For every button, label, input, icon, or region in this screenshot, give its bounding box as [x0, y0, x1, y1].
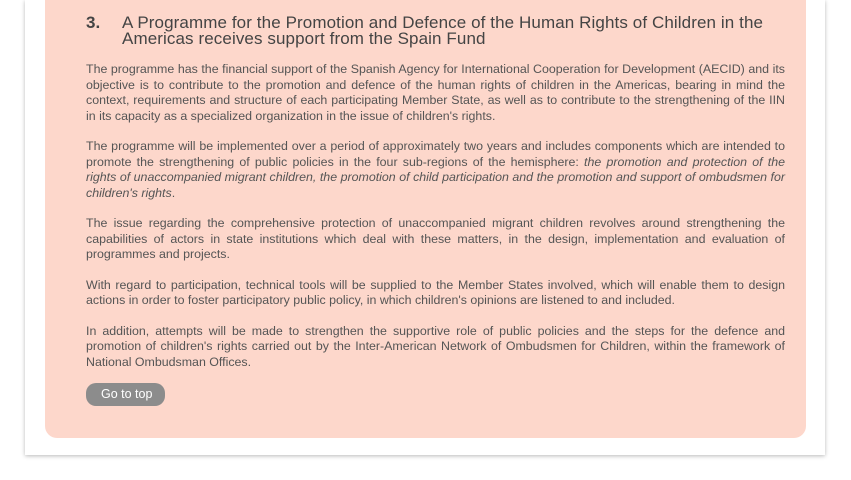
paragraph-migrant-children: The issue regarding the comprehensive protection of unaccompanied migrant children revolves around strengthening the capabilities of actors in state institutions which deal with these matters, in the design, implementation and evaluation of programmes and projects. [86, 216, 785, 261]
paragraph-participation: With regard to participation, technical tools will be supplied to the Member States involved, which will enable them to design actions in order to foster participatory public policy, in which children's opinions are listened to and included. [86, 277, 785, 307]
content-panel [45, 0, 806, 438]
go-to-top-button[interactable]: Go to top [86, 383, 165, 406]
page-frame [25, 0, 825, 455]
paragraph-implementation-components: the promotion and protection of the rights of unaccompanied migrant children, the promotion of child participation and the promotion and support of ombudsmen for children's rights [86, 154, 785, 200]
section-number: 3. [86, 13, 101, 32]
paragraph-funding: The programme has the financial support of the Spanish Agency for International Cooperation for Development (AECID) and its objective is to contribute to the promotion and defence of the human rights of children in the Americas, bearing in mind the context, requirements and structure of each participating Member State, as well as to contribute to the strengthening of the IIN in its capacity as a specialized organization in the issue of children's rights. [86, 62, 785, 123]
paragraph-implementation [86, 139, 785, 201]
section-title: A Programme for the Promotion and Defence of the Human Rights of Children in the Americas receives support from the Spain Fund [122, 13, 764, 48]
paragraph-implementation-intro: The programme will be implemented over a period of approximately two years and includes components which are intended to promote the strengthening of public policies in the four sub-regions of the hemisphere: [86, 139, 785, 169]
section-heading [86, 15, 785, 47]
paragraph-ombudsmen: In addition, attempts will be made to strengthen the supportive role of public policies and the steps for the defence and promotion of children's rights carried out by the Inter-American Network of Ombudsmen for Children, within the framework of National Ombudsman Offices. [86, 323, 785, 369]
paragraph-implementation-end: . [171, 185, 176, 200]
